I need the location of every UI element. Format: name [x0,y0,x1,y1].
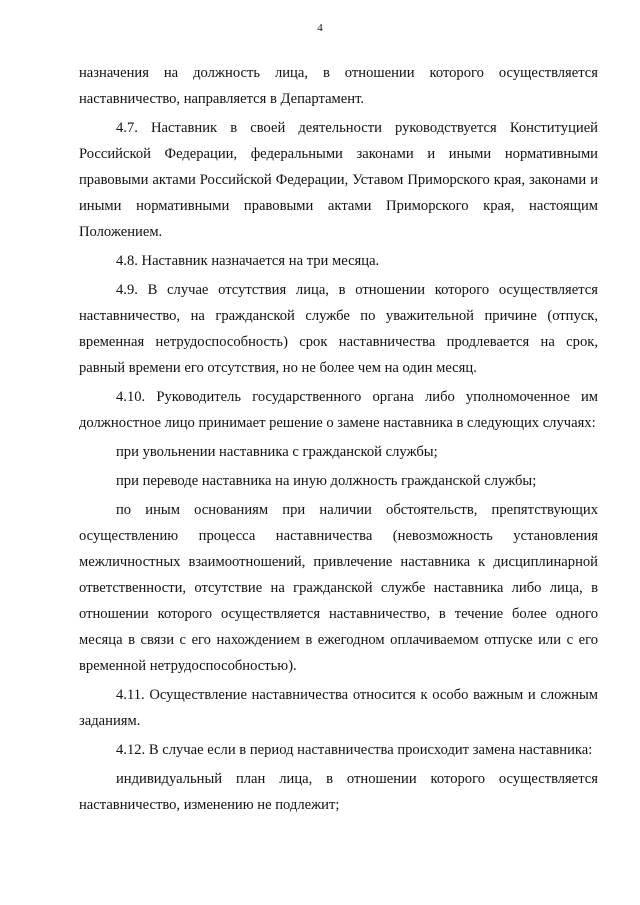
page-number: 4 [317,22,323,34]
clause-4-10-item-transfer: при переводе наставника на иную должность гражданской службы; [116,473,537,489]
clause-4-10-item-other-grounds: по иным основаниям при наличии обстоятельств, препятствующих осуществлению процесса наставничества (невозможность установления межличностных взаимоотношений, привлечение наставника к дисциплинарной ответственности, отсутствие на гражданской службе наставника либо лица, в отношении которого осуществляется наставничество, в течение более одного месяца в связи с его нахождением в ежегодном оплачиваемом отпуске или с его временной нетрудоспособностью). [79,502,598,674]
clause-4-10-item-dismissal: при увольнении наставника с гражданской службы; [116,444,438,460]
clause-4-8: 4.8. Наставник назначается на три месяца. [116,253,380,269]
clause-4-12: 4.12. В случае если в период наставничества происходит замена наставника: [116,742,593,758]
clause-4-12-item-plan: индивидуальный план лица, в отношении которого осуществляется наставничество, изменению не подлежит; [79,771,598,813]
clause-4-9: 4.9. В случае отсутствия лица, в отношении которого осуществляется наставничество, на гражданской службе по уважительной причине (отпуск, временная нетрудоспособность) срок наставничества продлевается на срок, равный времени его отсутствия, но не более чем на один месяц. [79,282,598,376]
paragraph-continuation: назначения на должность лица, в отношении которого осуществляется наставничество, направляется в Департамент. [79,65,598,107]
clause-4-10: 4.10. Руководитель государственного органа либо уполномоченное им должностное лицо принимает решение о замене наставника в следующих случаях: [79,389,598,431]
document-body [79,60,598,821]
clause-4-11: 4.11. Осуществление наставничества относится к особо важным и сложным заданиям. [79,687,598,729]
clause-4-7: 4.7. Наставник в своей деятельности руководствуется Конституцией Российской Федерации, федеральными законами и иными нормативными правовыми актами Российской Федерации, Уставом Приморского края, законами и иными нормативными правовыми актами Приморского края, настоящим Положением. [79,120,598,240]
